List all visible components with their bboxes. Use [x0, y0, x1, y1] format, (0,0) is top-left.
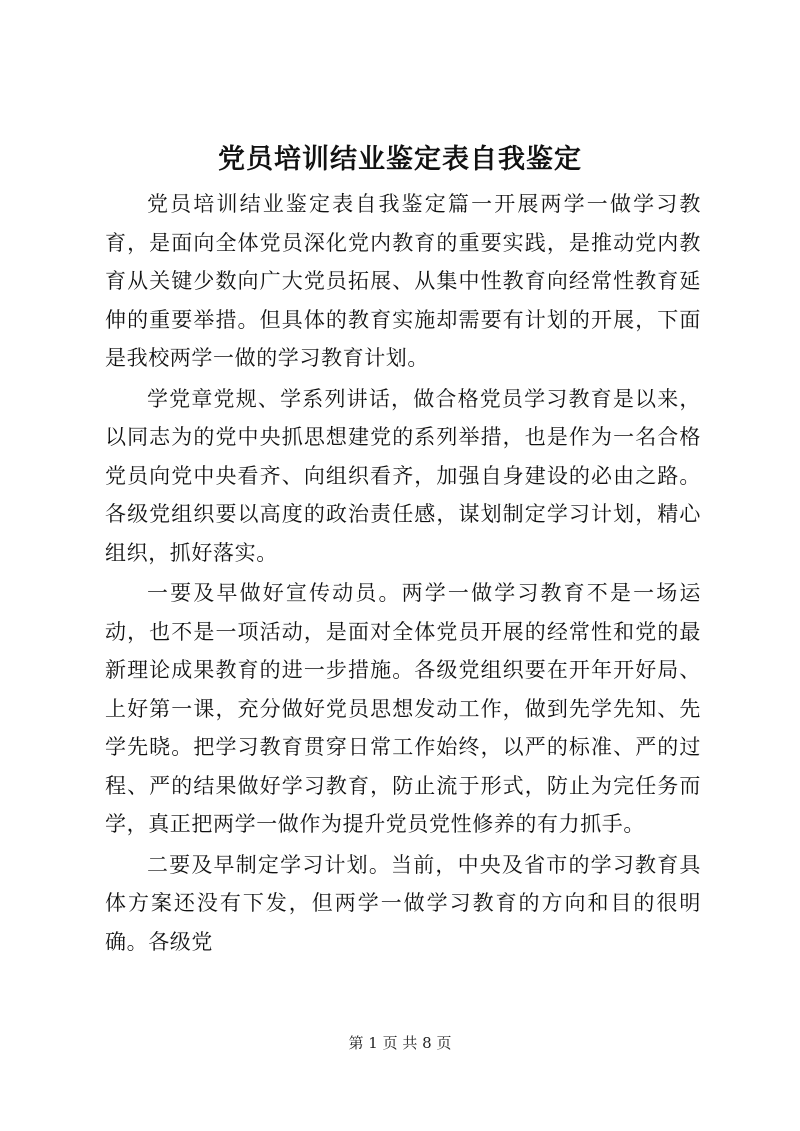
document-body — [105, 185, 701, 963]
page-number-footer: 第 1 页 共 8 页 — [348, 1034, 452, 1052]
paragraph-1: 党员培训结业鉴定表自我鉴定篇一开展两学一做学习教育，是面向全体党员深化党内教育的重要实践，是推动党内教育从关键少数向广大党员拓展、从集中性教育向经常性教育延伸的重要举措。但具体的教育实施却需要有计划的开展，下面是我校两学一做的学习教育计划。 — [105, 192, 701, 370]
paragraph-3: 一要及早做好宣传动员。两学一做学习教育不是一场运动，也不是一项活动，是面对全体党员开展的经常性和党的最新理论成果教育的进一步措施。各级党组织要在开年开好局、上好第一课，充分做好党员思想发动工作，做到先学先知、先学先晓。把学习教育贯穿日常工作始终，以严的标准、严的过程、严的结果做好学习教育，防止流于形式，防止为完任务而学，真正把两学一做作为提升党员党性修养的有力抓手。 — [105, 581, 701, 836]
document-title: 党员培训结业鉴定表自我鉴定 — [218, 144, 582, 175]
paragraph-2: 学党章党规、学系列讲话，做合格党员学习教育是以来，以同志为的党中央抓思想建党的系列举措，也是作为一名合格党员向党中央看齐、向组织看齐，加强自身建设的必由之路。各级党组织要以高度的政治责任感，谋划制定学习计划，精心组织，抓好落实。 — [105, 386, 701, 565]
paragraph-4: 二要及早制定学习计划。当前，中央及省市的学习教育具体方案还没有下发，但两学一做学习教育的方向和目的很明确。各级党 — [105, 852, 701, 954]
